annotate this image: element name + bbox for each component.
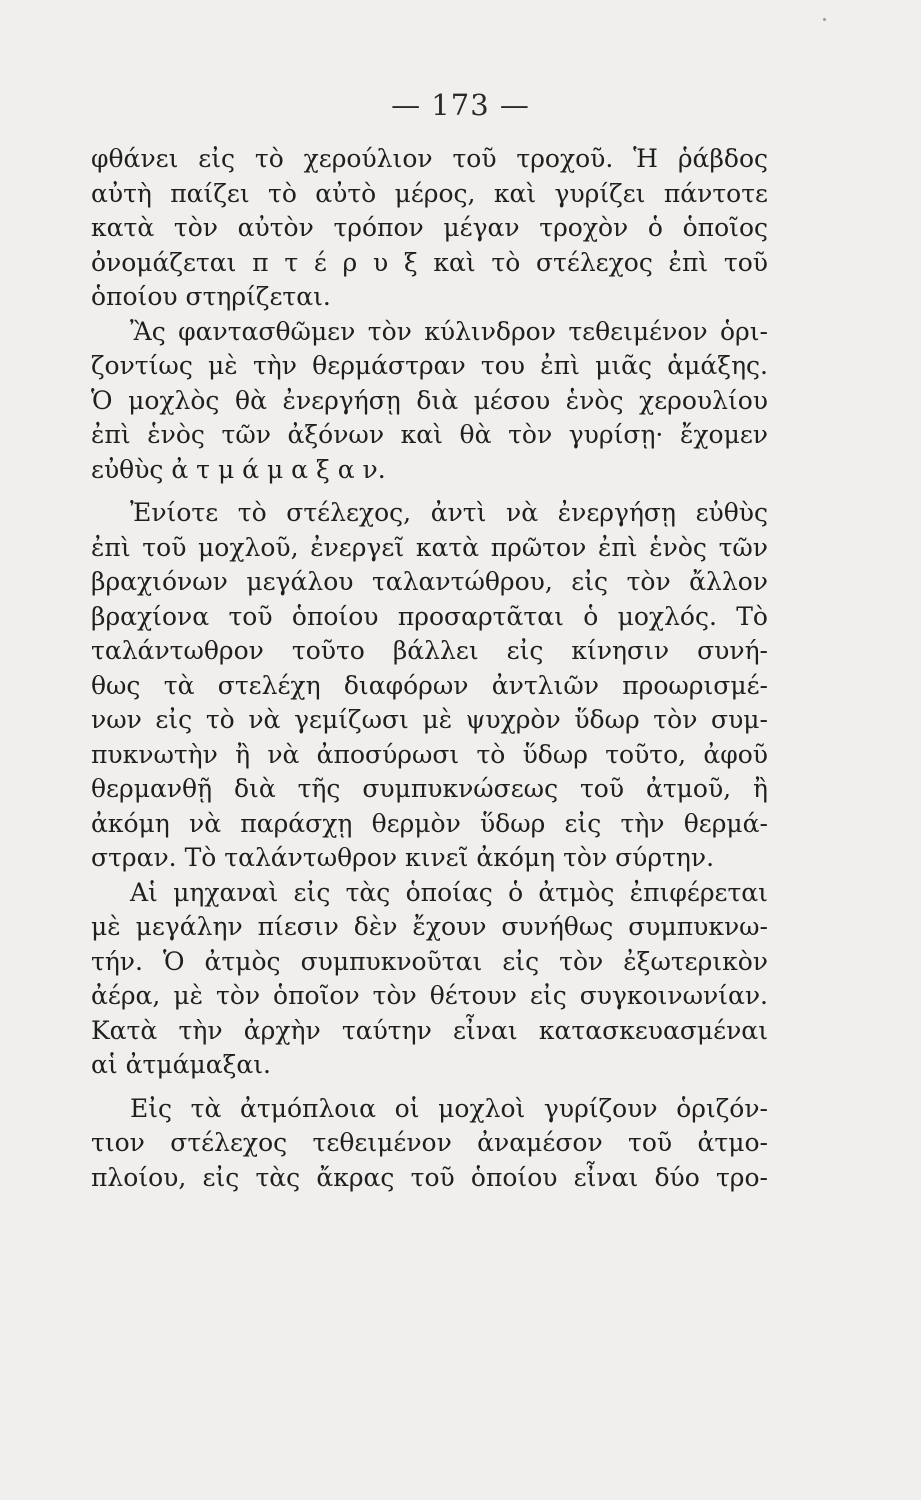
text-line: Αἱ μηχαναὶ εἰς τὰς ὁποίας ὁ ἀτμὸς ἐπιφέρεται bbox=[130, 877, 768, 907]
text-line: νων εἰς τὸ νὰ γεμίζωσι μὲ ψυχρὸν ὕδωρ τὸν συμ- bbox=[91, 705, 768, 734]
text-line: τιον στέλεχος τεθειμένον ἀναμέσον τοῦ ἀτμο- bbox=[91, 1128, 768, 1157]
text-line: τήν. Ὁ ἀτμὸς συμπυκνοῦται εἰς τὸν ἐξωτερικὸν bbox=[91, 946, 768, 976]
text-line: ὀνομάζεται π τ έ ρ υ ξ καὶ τὸ στέλεχος ἐπὶ τοῦ bbox=[91, 247, 768, 277]
paragraph-5 bbox=[91, 1092, 768, 1196]
text-line: ἀέρα, μὲ τὸν ὁποῖον τὸν θέτουν εἰς συγκοινωνίαν. bbox=[91, 981, 768, 1010]
paragraph-1 bbox=[91, 142, 768, 315]
text-line: πυκνωτὴν ἢ νὰ ἀποσύρωσι τὸ ὕδωρ τοῦτο, ἀφοῦ bbox=[91, 739, 768, 769]
text-line: Ὁ μοχλὸς θὰ ἐνεργήσῃ διὰ μέσου ἑνὸς χερουλίου bbox=[91, 385, 768, 415]
text-line: Κατὰ τὴν ἀρχὴν ταύτην εἶναι κατασκευασμέναι bbox=[91, 1015, 768, 1045]
text-line: πλοίου, εἰς τὰς ἄκρας τοῦ ὁποίου εἶναι δύο τρο- bbox=[91, 1162, 768, 1192]
text-line: φθάνει εἰς τὸ χερούλιον τοῦ τροχοῦ. Ἡ ῥάβδος bbox=[91, 144, 768, 173]
paragraph-4 bbox=[91, 876, 768, 1083]
paragraph-gap bbox=[91, 1083, 768, 1092]
text-line: στραν. Τὸ ταλάντωθρον κινεῖ ἀκόμη τὸν σύρτην. bbox=[91, 843, 715, 872]
text-line: κατὰ τὸν αὐτὸν τρόπον μέγαν τροχὸν ὁ ὁποῖος bbox=[91, 213, 768, 242]
paragraph-2 bbox=[91, 315, 768, 488]
text-line: αὐτὴ παίζει τὸ αὐτὸ μέρος, καὶ γυρίζει πάντοτε bbox=[91, 178, 768, 208]
paragraph-gap bbox=[91, 487, 768, 496]
text-line: θερμανθῇ διὰ τῆς συμπυκνώσεως τοῦ ἀτμοῦ, ἢ bbox=[91, 774, 768, 803]
text-line: ἐπὶ ἑνὸς τῶν ἀξόνων καὶ θὰ τὸν γυρίσῃ· ἔχομεν bbox=[91, 420, 768, 449]
text-line: θως τὰ στελέχη διαφόρων ἀντλιῶν προωρισμέ- bbox=[91, 670, 768, 700]
text-line: βραχιόνων μεγάλου ταλαντώθρου, εἰς τὸν ἄλλον bbox=[91, 567, 768, 596]
text-line: ζοντίως μὲ τὴν θερμάστραν του ἐπὶ μιᾶς ἁμάξης. bbox=[91, 351, 768, 380]
text-line: εὐθὺς ἀ τ μ ά μ α ξ α ν. bbox=[91, 454, 386, 484]
page-number-header: — 173 — bbox=[391, 88, 530, 122]
text-line: ταλάντωθρον τοῦτο βάλλει εἰς κίνησιν συνή- bbox=[91, 636, 768, 665]
text-line: ἀκόμη νὰ παράσχῃ θερμὸν ὕδωρ εἰς τὴν θερμά- bbox=[91, 808, 768, 838]
paper-speck bbox=[823, 18, 826, 21]
paragraph-3 bbox=[91, 496, 768, 876]
text-line: Ἐνίοτε τὸ στέλεχος, ἀντὶ νὰ ἐνεργήσῃ εὐθὺς bbox=[130, 498, 768, 527]
text-line: βραχίονα τοῦ ὁποίου προσαρτᾶται ὁ μοχλός. Τὸ bbox=[91, 601, 768, 631]
text-line: μὲ μεγάλην πίεσιν δὲν ἔχουν συνήθως συμπυκνω- bbox=[91, 912, 768, 941]
text-line: αἱ ἀτμάμαξαι. bbox=[91, 1050, 272, 1079]
text-line: ὁποίου στηρίζεται. bbox=[91, 282, 331, 311]
text-line: Εἰς τὰ ἀτμόπλοια οἱ μοχλοὶ γυρίζουν ὁριζόν- bbox=[130, 1093, 768, 1123]
text-line: Ἂς φαντασθῶμεν τὸν κύλινδρον τεθειμένον ὁρι- bbox=[130, 316, 768, 346]
text-line: ἐπὶ τοῦ μοχλοῦ, ἐνεργεῖ κατὰ πρῶτον ἐπὶ ἑνὸς τῶν bbox=[91, 532, 768, 562]
body-text bbox=[91, 142, 768, 1195]
